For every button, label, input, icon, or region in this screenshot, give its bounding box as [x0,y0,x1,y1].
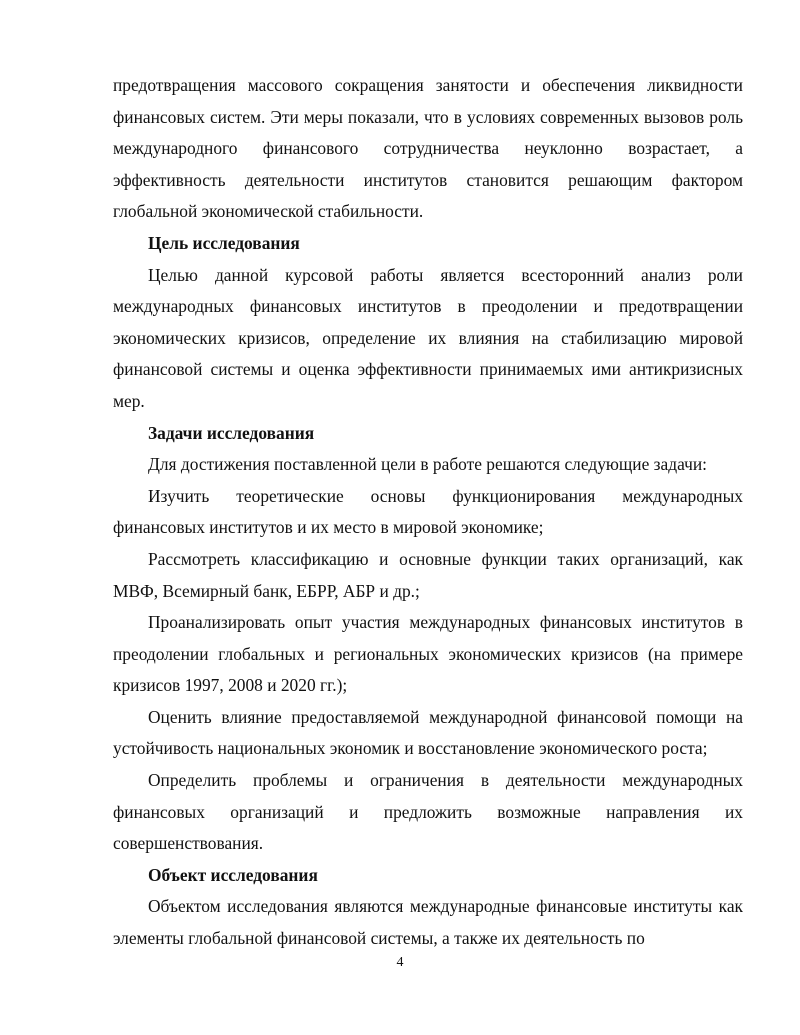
tasks-heading: Задачи исследования [148,422,315,443]
object-paragraph: Объектом исследования являются международные финансовые институты как элементы глобальной финансовой системы, а также их деятельность по [113,896,743,949]
page-content [113,70,743,955]
task-item: Изучить теоретические основы функционирования международных финансовых институтов и их место в мировой экономике; [113,485,743,538]
task-item: Оценить влияние предоставляемой международной финансовой помощи на устойчивость национальных экономик и восстановление экономического роста; [113,706,743,759]
object-heading: Объект исследования [148,864,318,885]
goal-heading: Цель исследования [148,232,300,253]
task-item: Проанализировать опыт участия международных финансовых институтов в преодолении глобальных и региональных экономических кризисов (на примере кризисов 1997, 2008 и 2020 гг.); [113,612,743,696]
tasks-intro: Для достижения поставленной цели в работе решаются следующие задачи: [148,454,707,475]
task-item: Определить проблемы и ограничения в деятельности международных финансовых организаций и предложить возможные направления их совершенствования. [113,770,743,854]
goal-paragraph: Целью данной курсовой работы является всесторонний анализ роли международных финансовых институтов в преодолении и предотвращении экономических кризисов, определение их влияния на стабилизацию мировой финансовой системы и оценка эффективности принимаемых ими антикризисных мер. [113,264,743,411]
intro-paragraph: предотвращения массового сокращения занятости и обеспечения ликвидности финансовых систем. Эти меры показали, что в условиях современных вызовов роль международного финансового сотрудничества неуклонно возрастает, а эффективность деятельности институтов становится решающим фактором глобальной экономической стабильности. [113,75,743,222]
task-item: Рассмотреть классификацию и основные функции таких организаций, как МВФ, Всемирный банк, ЕБРР, АБР и др.; [113,548,743,601]
page-number: 4 [396,955,404,970]
